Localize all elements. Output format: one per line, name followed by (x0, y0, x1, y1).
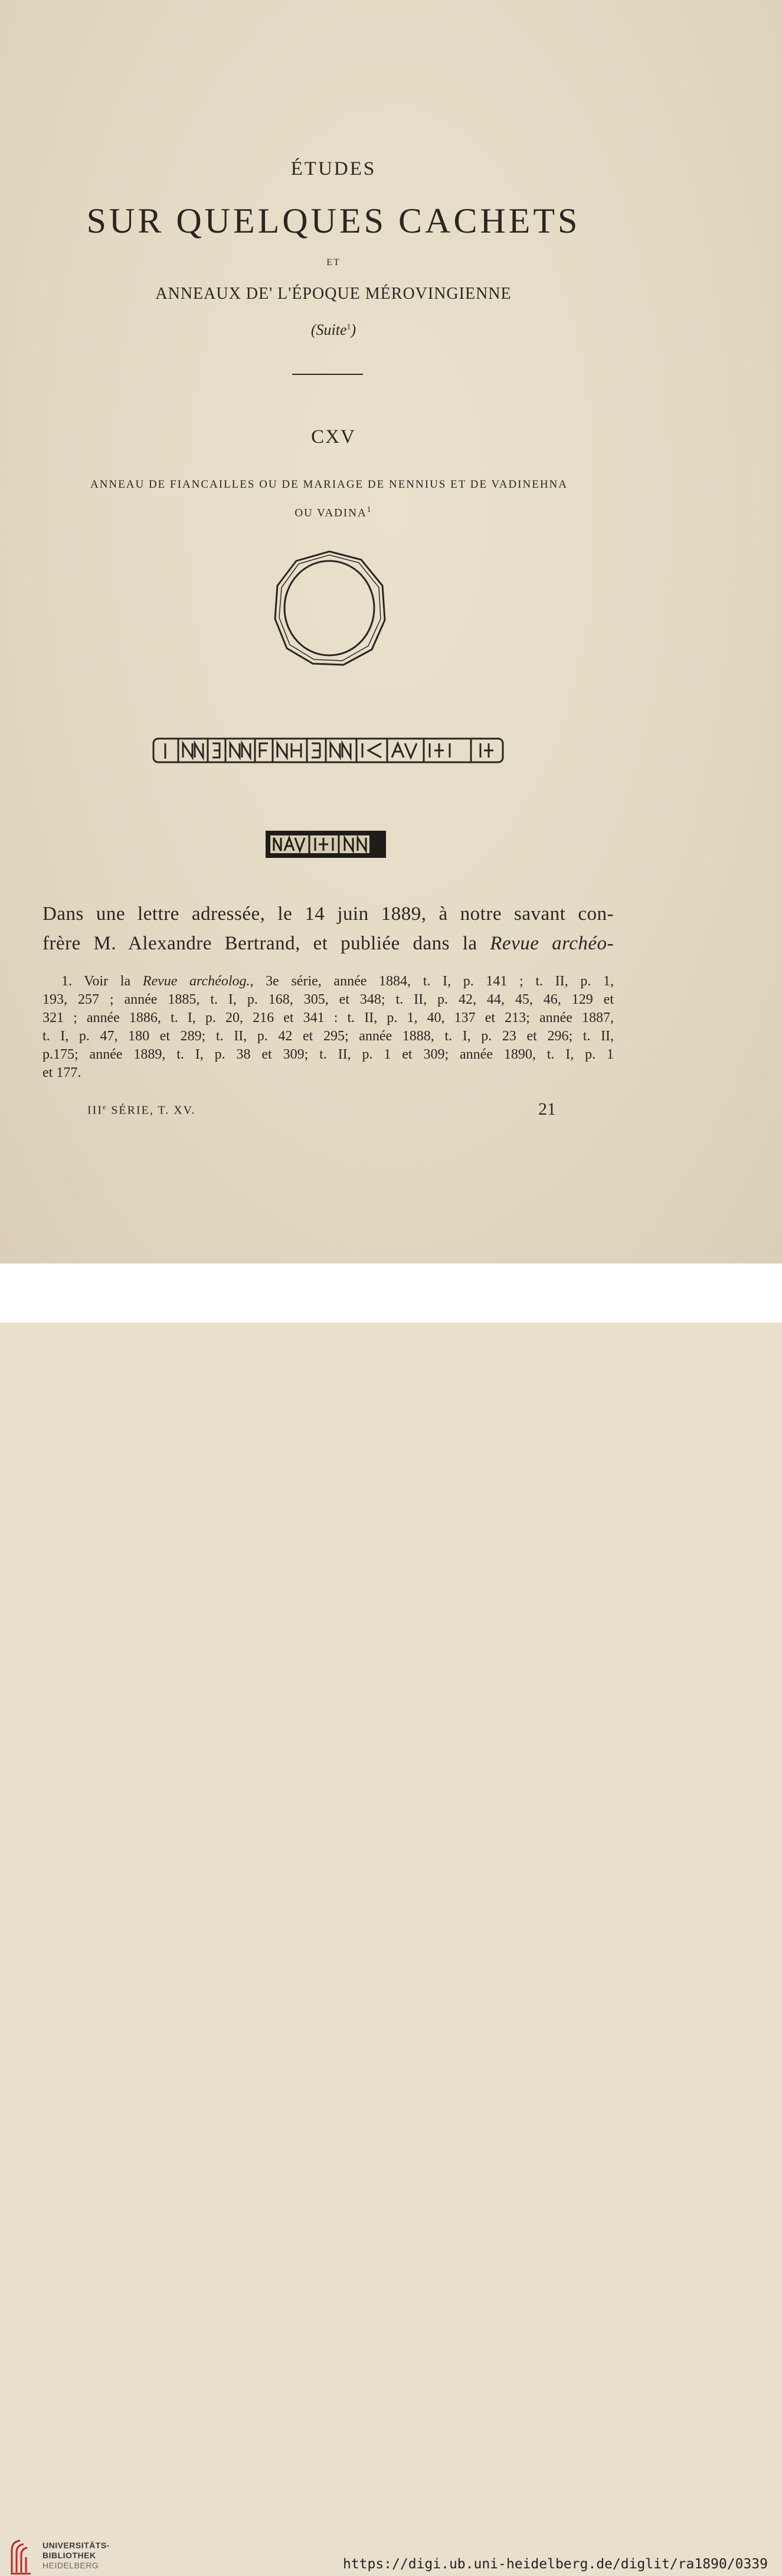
section-title-line2-text: OU VADINA (295, 507, 367, 520)
library-name-line3: HEIDELBERG (42, 2561, 99, 2570)
body-line-2-text: frère M. Alexandre Bertrand, et publiée dans la (42, 933, 490, 954)
footnote-journal-title: Revue archéolog. (142, 974, 250, 989)
section-rule (292, 374, 363, 375)
footnote-line-4: t. I, p. 47, 180 et 289; t. II, p. 42 et 295; année 1888, t. I, p. 23 et 296; t. II, (42, 1029, 614, 1044)
suite-label: (Suite$^1$) (310, 321, 356, 338)
footnote (42, 972, 614, 1082)
footnote-line-1 (42, 972, 614, 991)
footnote-line-1-a: 1. Voir la (61, 974, 143, 989)
footer-bar (0, 1263, 782, 2572)
inscription-strip-2 (266, 831, 386, 858)
subtitle: ANNEAUX DE' L'ÉPOQUE MÉROVINGIENNE (155, 285, 512, 303)
body-line-1: Dans une lettre adressée, le 14 juin 1889, à notre savant con- (42, 903, 614, 925)
footnote-line-3: 321 ; année 1886, t. I, p. 20, 216 et 341 : t. II, p. 1, 40, 137 et 213; année 1887, (42, 1010, 614, 1026)
conjunction: ET (326, 257, 341, 267)
section-title-note-ref: 1 (367, 505, 372, 514)
library-name-line1: UNIVERSITÄTS- (42, 2541, 110, 2550)
series-label (87, 1103, 196, 1118)
series-sup: e (102, 1103, 107, 1111)
source-url-link[interactable]: https://digi.ub.uni-heidelberg.de/diglit/ra1890/0339 (342, 2557, 768, 2572)
journal-title: Revue archéo- (490, 933, 614, 954)
footnote-line-5: p.175; année 1889, t. I, p. 38 et 309; t. II, p. 1 et 309; année 1890, t. I, p. 1 (42, 1047, 614, 1062)
suite-word: Suite (316, 321, 347, 338)
page-title: SUR QUELQUES CACHETS (86, 201, 581, 240)
footnote-line-1-b: , 3e série, année 1884, t. I, p. 141 ; t. II, p. 1, (250, 974, 614, 989)
ring-illustration (273, 549, 386, 667)
suite-note-ref: 1 (346, 322, 351, 332)
series-rest: SÉRIE, T. XV. (107, 1103, 196, 1117)
body-line-2 (42, 929, 614, 958)
scanned-page (0, 0, 782, 1263)
heading-small: ÉTUDES (290, 158, 377, 179)
section-title-line2 (0, 505, 667, 520)
section-title-line1: ANNEAU DE FIANCAILLES OU DE MARIAGE DE NENNIUS ET DE VADINEHNA (90, 478, 568, 491)
library-name-line2: BIBLIOTHEK (42, 2551, 96, 2560)
library-name (42, 2541, 110, 2571)
footnote-line-6: et 177. (42, 1065, 81, 1080)
page-number: 21 (538, 1099, 556, 1119)
series-roman: III (87, 1103, 103, 1117)
section-number: CXV (311, 426, 356, 448)
library-logo-icon[interactable] (8, 2537, 38, 2576)
inscription-strip-1 (152, 736, 504, 765)
body-text (42, 899, 614, 958)
footnote-line-2: 193, 257 ; année 1885, t. I, p. 168, 305, et 348; t. II, p. 42, 44, 45, 46, 129 et (42, 992, 614, 1007)
